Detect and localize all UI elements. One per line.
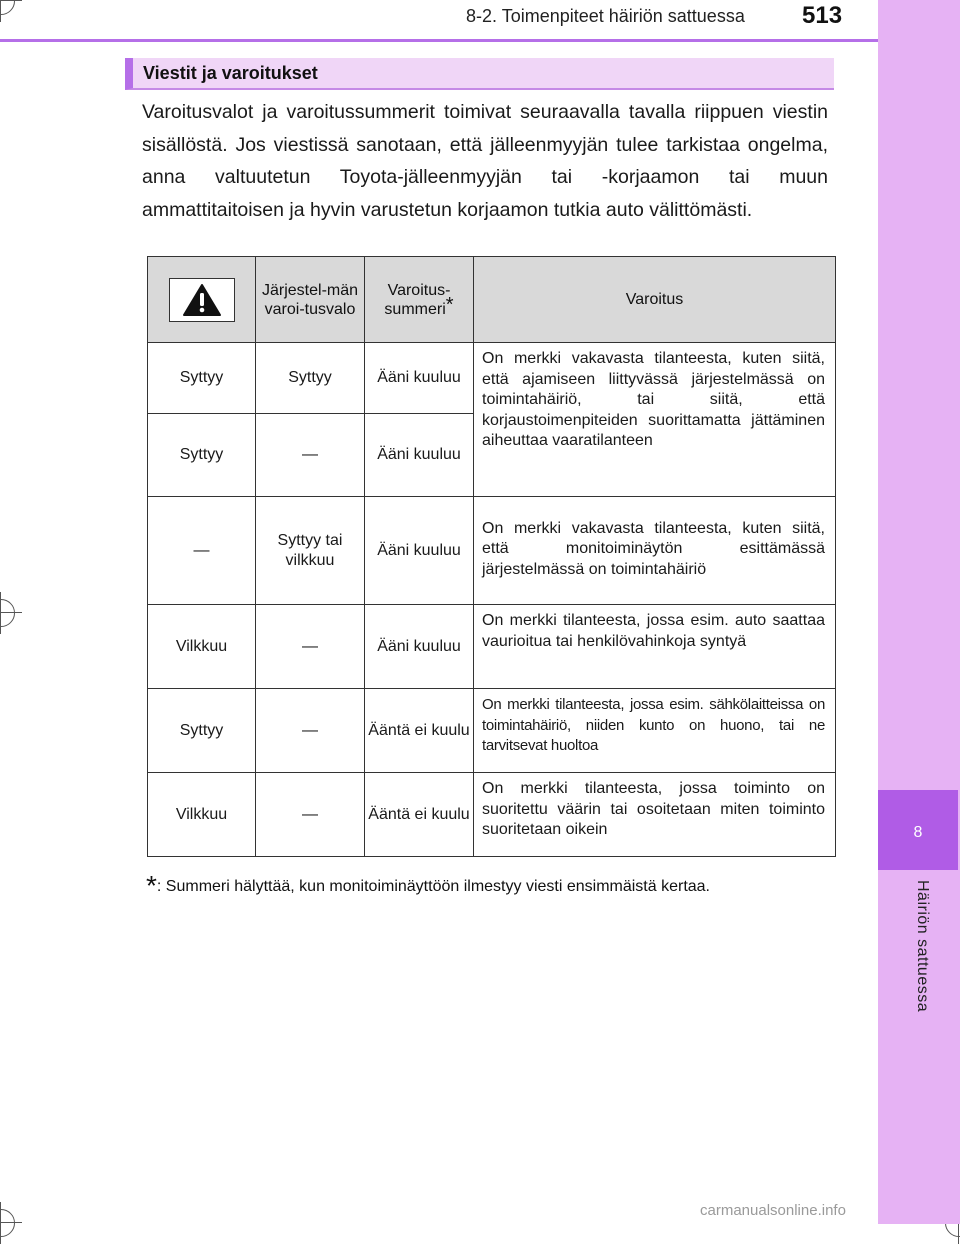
chapter-label: Häiriön sattuessa — [914, 880, 931, 1013]
row4-warning: On merkki tilanteesta, jossa esim. auto saattaa vaurioitua tai henkilövahinkoja syntyä — [474, 605, 836, 689]
crop-mark-top-left — [0, 0, 15, 15]
row1-system: Syttyy — [256, 343, 365, 414]
crop-mark-bottom-left — [0, 1209, 15, 1237]
row6-system: — — [256, 773, 365, 857]
footnote — [146, 866, 710, 901]
master-warning-icon — [169, 278, 235, 322]
table-header-row — [148, 257, 836, 343]
table-row — [148, 689, 836, 773]
table-row — [148, 605, 836, 689]
watermark: carmanualsonline.info — [700, 1202, 846, 1219]
row4-system: — — [256, 605, 365, 689]
row4-light: Vilkkuu — [148, 605, 256, 689]
row1-light: Syttyy — [148, 343, 256, 414]
page-number: 513 — [802, 2, 843, 29]
row2-light: Syttyy — [148, 414, 256, 497]
header-system-light: Järjestel-män varoi-tusvalo — [256, 257, 365, 343]
intro-paragraph: Varoitusvalot ja varoitussummerit toimivat seuraavalla tavalla riippuen viestin sisällöstä. Jos viestissä sanotaan, että jälleenmyyjän tulee tarkistaa ongelma, anna valtuutetun Toyota-jälleenmyyjän tai -korjaamon tai muun ammattitaitoisen ja hyvin varustetun korjaamon tutkia auto välittömästi. — [142, 101, 828, 221]
table-row — [148, 497, 836, 605]
row6-warning: On merkki tilanteesta, jossa toiminto on suoritettu väärin tai osoitetaan miten toiminto suoritetaan oikein — [474, 773, 836, 857]
row3-warning: On merkki vakavasta tilanteesta, kuten siitä, että monitoiminäytön esittämässä järjestelmässä on toimintahäiriö — [474, 497, 836, 605]
footnote-text: : Summeri hälyttää, kun monitoiminäyttöön ilmestyy viesti ensimmäistä kertaa. — [156, 878, 710, 895]
row5-warning: On merkki tilanteesta, jossa esim. sähkölaitteissa on toimintahäiriö, niiden kunto on huono, tai ne tarvitsevat huoltoa — [474, 689, 836, 773]
chapter-number-box — [878, 790, 958, 870]
buzzer-footnote-mark: * — [445, 293, 454, 316]
row6-light: Vilkkuu — [148, 773, 256, 857]
footnote-mark: * — [146, 870, 157, 901]
chapter-number: 8 — [913, 824, 923, 841]
row2-system: — — [256, 414, 365, 497]
header-title: 8-2. Toimenpiteet häiriön sattuessa — [466, 6, 745, 26]
row6-buzzer: Ääntä ei kuulu — [365, 773, 474, 857]
table-row — [148, 773, 836, 857]
row1-buzzer: Ääni kuuluu — [365, 343, 474, 414]
row5-system: — — [256, 689, 365, 773]
section-heading-text: Viestit ja varoitukset — [143, 63, 318, 83]
section-heading — [125, 58, 834, 90]
row4-buzzer: Ääni kuuluu — [365, 605, 474, 689]
row3-buzzer: Ääni kuuluu — [365, 497, 474, 605]
header-warning: Varoitus — [474, 257, 836, 343]
table-row — [148, 343, 836, 414]
row5-light: Syttyy — [148, 689, 256, 773]
header-buzzer-text: Varoitus-summeri — [384, 281, 451, 318]
header-buzzer — [365, 257, 474, 343]
row1-2-warning: On merkki vakavasta tilanteesta, kuten siitä, että ajamiseen liittyvässä järjestelmässä on toimintahäiriö, tai siitä, että korjaustoimenpiteiden suorittamatta jättäminen aiheuttaa vaaratilanteen — [474, 343, 836, 497]
row3-system: Syttyy tai vilkkuu — [256, 497, 365, 605]
warning-table — [147, 256, 836, 857]
chapter-side-tab — [878, 0, 960, 1224]
row3-light: — — [148, 497, 256, 605]
crop-mark-mid-left — [0, 599, 15, 627]
header-rule — [0, 39, 878, 42]
row5-buzzer: Ääntä ei kuulu — [365, 689, 474, 773]
row2-buzzer: Ääni kuuluu — [365, 414, 474, 497]
header-warning-light-icon-cell — [148, 257, 256, 343]
